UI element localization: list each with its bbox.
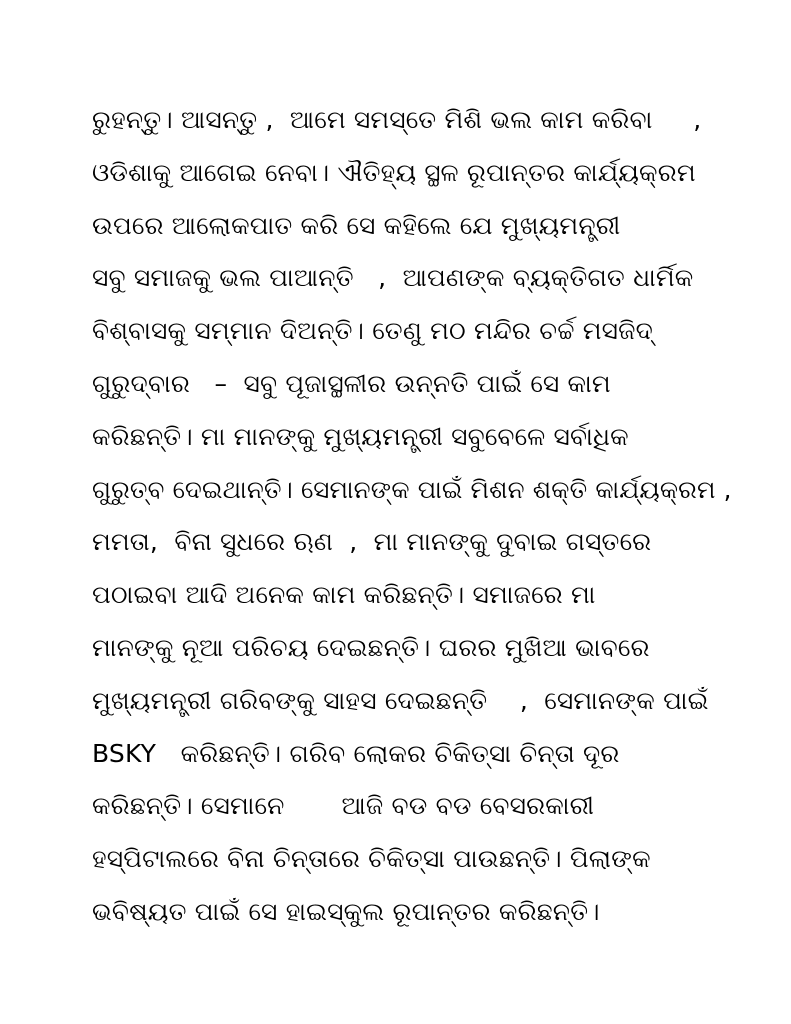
text-line-14: କରିଛନ୍ତି। ସେମାନେ ଆଜି ବଡ ବଡ ବେସରକାରୀ — [92, 791, 595, 821]
text-line-7: କରିଛନ୍ତି। ମା ମାନଙ୍କୁ ମୁଖ୍ୟମନ୍ତ୍ରୀ ସବୁବେଳେ ସର୍ବାଧିକ — [92, 421, 629, 451]
text-line-1: ରୁହନ୍ତୁ। ଆସନ୍ତୁ , ଆମେ ସମସ୍ତେ ମିଶି ଭଲ କାମ କରିବା , — [92, 105, 702, 134]
text-line-15: ହସ୍ପିଟାଲରେ ବିନା ଚିନ୍ତାରେ ଚିକିତ୍ସା ପାଉଛନ୍ତି। ପିଲାଙ୍କ — [92, 844, 651, 874]
text-line-3: ଉପରେ ଆଲୋକପାତ କରି ସେ କହିଲେ ଯେ ମୁଖ୍ୟମନ୍ତ୍ରୀ — [92, 210, 621, 240]
text-line-4: ସବୁ ସମାଜକୁ ଭଲ ପାଆନ୍ତି , ଆପଣଙ୍କ ବ୍ୟକ୍ତିଗତ ଧାର୍ମିକ — [92, 263, 694, 293]
text-line-12: ମୁଖ୍ୟମନ୍ତ୍ରୀ ଗରିବଙ୍କୁ ସାହସ ଦେଇଛନ୍ତି , ସେମାନଙ୍କ ପାଇଁ — [92, 685, 709, 715]
body-paragraph — [92, 94, 732, 939]
text-line-5: ବିଶ୍ବାସକୁ ସମ୍ମାନ ଦିଅନ୍ତି। ତେଣୁ ମଠ ମନ୍ଦିର ଚର୍ଚ୍ଚ ମସଜିଦ୍ — [92, 316, 654, 346]
text-line-8: ଗୁରୁତ୍ବ ଦେଇଥାନ୍ତି। ସେମାନଙ୍କ ପାଇଁ ମିଶନ ଶକ୍ତି କାର୍ଯ୍ୟକ୍ରମ , — [92, 474, 732, 504]
text-line-11: ମାନଙ୍କୁ ନୂଆ ପରିଚୟ ଦେଇଛନ୍ତି। ଘରର ମୁଖିଆ ଭାବରେ — [92, 632, 650, 662]
text-line-6: ଗୁରୁଦ୍ବାର – ସବୁ ପୂଜାସ୍ଥଳୀର ଉନ୍ନତି ପାଇଁ ସେ କାମ — [92, 368, 611, 398]
text-line-2: ଓଡିଶାକୁ ଆଗେଇ ନେବା। ଐତିହ୍ୟ ସ୍ଥଳ ରୂପାନ୍ତର କାର୍ଯ୍ୟକ୍ରମ — [92, 157, 696, 187]
text-line-13: BSKY କରିଛନ୍ତି। ଗରିବ ଲୋକର ଚିକିତ୍ସା ଚିନ୍ତା ଦୂର — [92, 738, 620, 768]
text-line-16: ଭବିଷ୍ୟତ ପାଇଁ ସେ ହାଇସ୍କୁଲ ରୂପାନ୍ତର କରିଛନ୍ତି। — [92, 896, 600, 926]
text-line-10: ପଠାଇବା ଆଦି ଅନେକ କାମ କରିଛନ୍ତି। ସମାଜରେ ମା — [92, 580, 596, 610]
text-line-9: ମମତା, ବିନା ସୁଧରେ ଋଣ , ମା ମାନଙ୍କୁ ଦୁବାଇ ଗସ୍ତରେ — [92, 527, 652, 557]
